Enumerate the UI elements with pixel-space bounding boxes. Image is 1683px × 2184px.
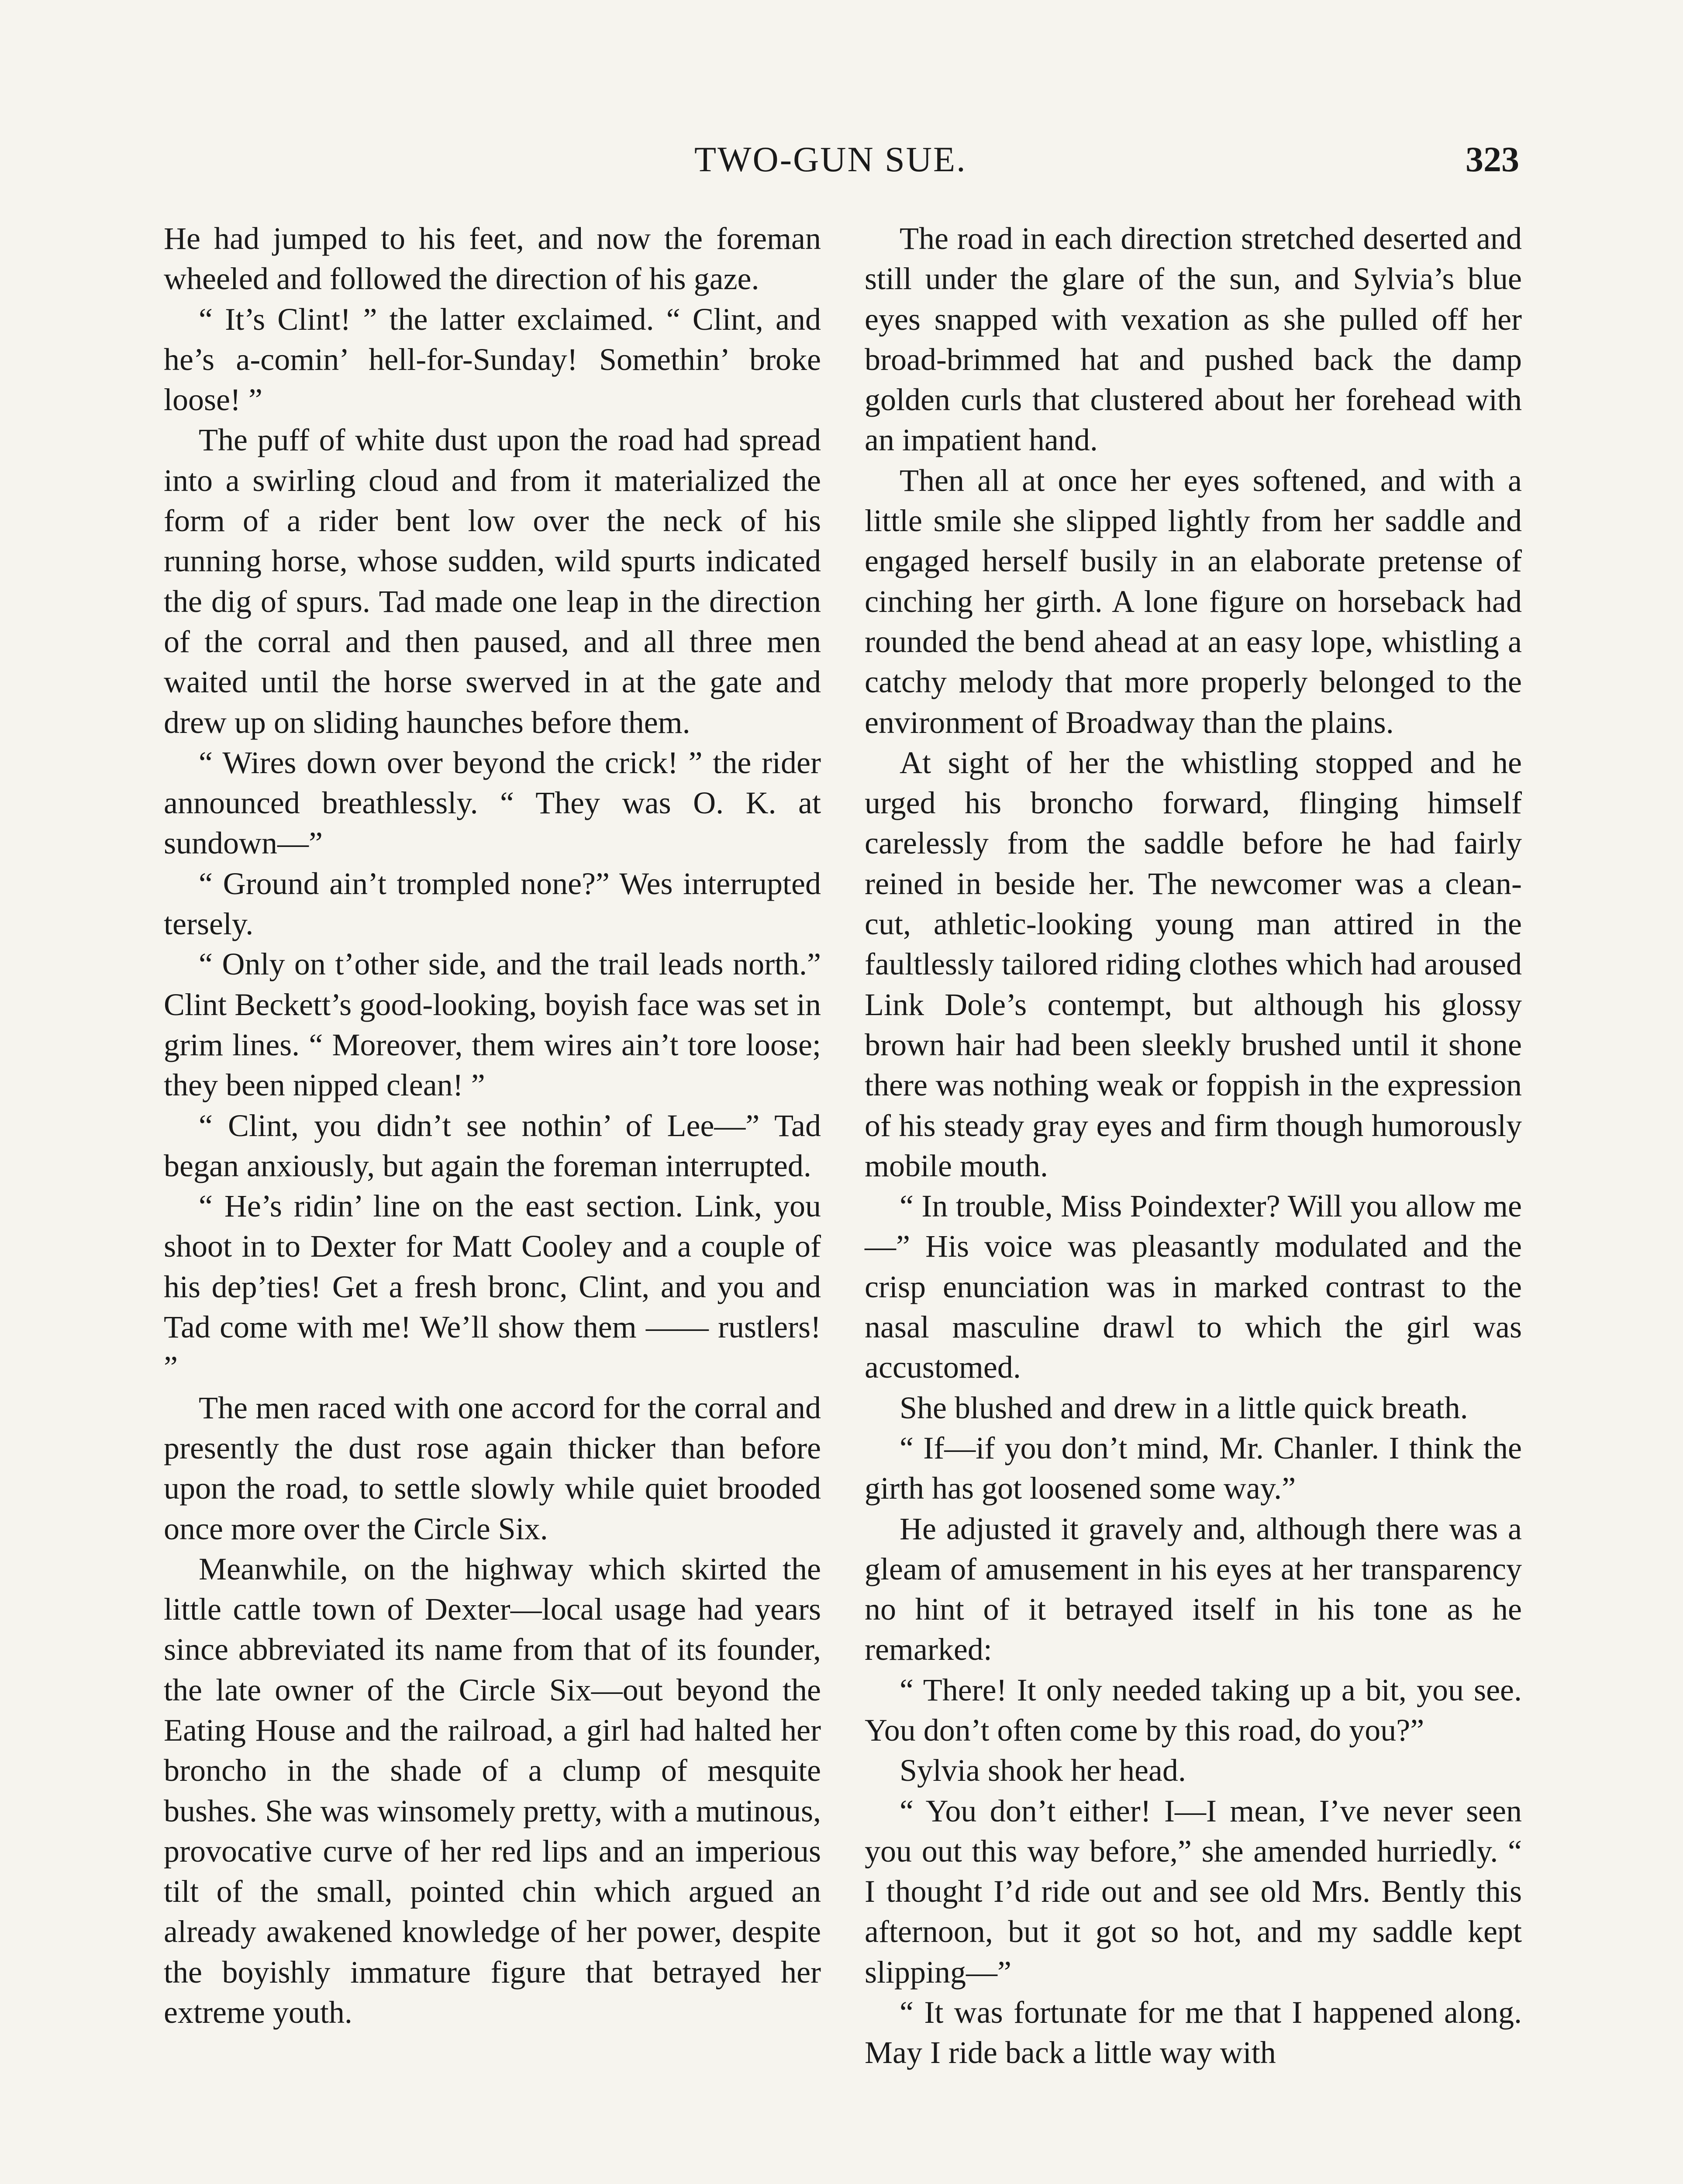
running-title: TWO-GUN SUE. bbox=[694, 139, 967, 179]
paragraph: “ In trouble, Miss Poindexter? Will you allow me—” His voice was pleasantly modulated and the crisp enunciation was in marked contrast to the nasal masculine drawl to which the girl was accustomed. bbox=[865, 1189, 1522, 1385]
paragraph: Meanwhile, on the highway which skirted the little cattle town of Dexter—local usage had years since abbreviated its name from that of its founder, the late owner of the Circle Six—out beyond the Eating House and the railroad, a girl had halted her broncho in the shade of a clump of mesquite bushes. She was winsomely pretty, with a mutinous, provocative curve of her red lips and an imperious tilt of the small, pointed chin which argued an already awakened knowledge of her power, despite the boyishly immature figure that betrayed her extreme youth. bbox=[164, 1551, 821, 2030]
paragraph: She blushed and drew in a little quick breath. bbox=[900, 1390, 1468, 1425]
paragraph: “ Wires down over beyond the crick! ” the rider announced breathlessly. “ They was O. K. at sundown—” bbox=[164, 745, 821, 861]
page-number: 323 bbox=[1466, 139, 1519, 179]
paragraph: He adjusted it gravely and, although there was a gleam of amusement in his eyes at her transparency no hint of it betrayed itself in his tone as he remarked: bbox=[865, 1511, 1522, 1667]
paragraph: He had jumped to his feet, and now the foreman wheeled and followed the direction of his gaze. bbox=[164, 221, 821, 297]
paragraph: “ Ground ain’t trompled none?” Wes interrupted tersely. bbox=[164, 866, 821, 942]
paragraph: The men raced with one accord for the corral and presently the dust rose again thicker than before upon the road, to settle slowly while quiet brooded once more over the Circle Six. bbox=[164, 1390, 821, 1546]
paragraph: Then all at once her eyes softened, and with a little smile she slipped lightly from her saddle and engaged herself busily in an elaborate pretense of cinching her girth. A lone figure on horseback had rounded the bend ahead at an easy lope, whistling a catchy melody that more properly belonged to the environment of Broadway than the plains. bbox=[865, 463, 1522, 740]
paragraph: The puff of white dust upon the road had spread into a swirling cloud and from it materialized the form of a rider bent low over the neck of his running horse, whose sudden, wild spurts indicated the dig of spurs. Tad made one leap in the direction of the corral and then paused, and all three men waited until the horse swerved in at the gate and drew up on sliding haunches before them. bbox=[164, 422, 821, 740]
paragraph: “ Only on t’other side, and the trail leads north.” Clint Beckett’s good-looking, boyish face was set in grim lines. “ Moreover, them wires ain’t tore loose; they been nipped clean! ” bbox=[164, 947, 821, 1103]
paragraph: “ You don’t either! I—I mean, I’ve never seen you out this way before,” she amended hurriedly. “ I thought I’d ride out and see old Mrs. Bently this afternoon, but it got so hot, and my saddle kept slipping—” bbox=[865, 1793, 1522, 1990]
paragraph: “ It’s Clint! ” the latter exclaimed. “ Clint, and he’s a-comin’ hell-for-Sunday! Somethin’ broke loose! ” bbox=[164, 301, 821, 418]
paragraph: “ There! It only needed taking up a bit, you see. You don’t often come by this road, do you?” bbox=[865, 1672, 1522, 1748]
left-column bbox=[164, 218, 821, 2032]
paragraph: Sylvia shook her head. bbox=[900, 1753, 1186, 1788]
paragraph: “ It was fortunate for me that I happened along. May I ride back a little way with bbox=[865, 1995, 1522, 2070]
paragraph: “ If—if you don’t mind, Mr. Chanler. I think the girth has got loosened some way.” bbox=[865, 1430, 1522, 1506]
paragraph: “ Clint, you didn’t see nothin’ of Lee—” Tad began anxiously, but again the foreman interrupted. bbox=[164, 1108, 821, 1183]
paragraph: “ He’s ridin’ line on the east section. Link, you shoot in to Dexter for Matt Cooley and a couple of his dep’ties! Get a fresh bronc, Clint, and you and Tad come with me! We’ll show them —— rustlers! ” bbox=[164, 1189, 821, 1385]
page-header bbox=[0, 139, 1683, 200]
paragraph: At sight of her the whistling stopped and he urged his broncho forward, flinging himself carelessly from the saddle before he had fairly reined in beside her. The newcomer was a clean-cut, athletic-looking young man attired in the faultlessly tailored riding clothes which had aroused Link Dole’s contempt, but although his glossy brown hair had been sleekly brushed until it shone there was nothing weak or foppish in the expression of his steady gray eyes and firm though humorously mobile mouth. bbox=[865, 745, 1522, 1183]
paragraph: The road in each direction stretched deserted and still under the glare of the sun, and Sylvia’s blue eyes snapped with vexation as she pulled off her broad-brimmed hat and pushed back the damp golden curls that clustered about her forehead with an impatient hand. bbox=[865, 221, 1522, 458]
right-column bbox=[865, 218, 1522, 2073]
